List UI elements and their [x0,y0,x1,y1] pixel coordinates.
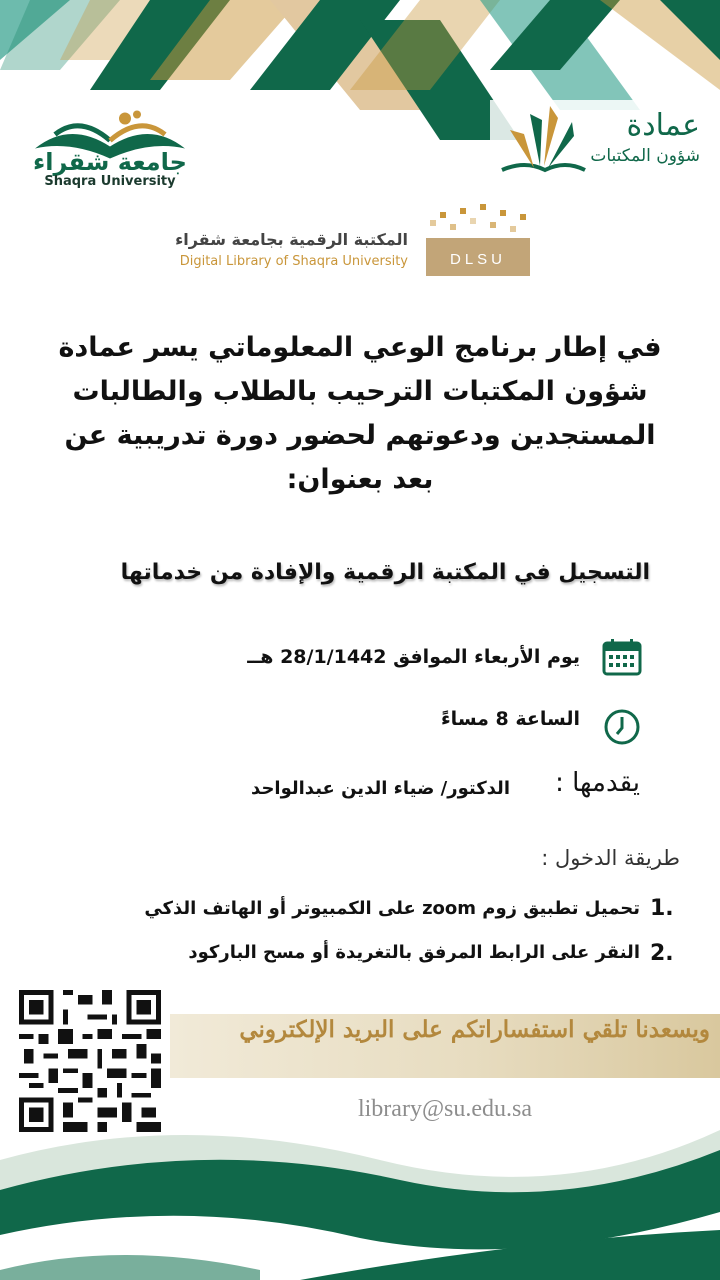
clock-icon [603,708,641,746]
intro-text: في إطار برنامج الوعي المعلوماتي يسر عمادة شؤون المكتبات الترحيب بالطلاب والطالبات المستجدين ودعوتهم لحضور دورة تدريبية عن بعد بعنوان: [58,332,662,495]
step-number: 2. [650,941,674,966]
access-method-title: طريقة الدخول : [541,846,680,870]
qr-code-icon[interactable] [10,990,170,1132]
deanship-subtitle: شؤون المكتبات [590,146,700,166]
university-name-ar: جامعة شقراء [33,148,187,176]
bottom-waves [0,1120,720,1280]
calendar-icon [602,638,642,676]
digital-library-name-ar: المكتبة الرقمية بجامعة شقراء [175,230,408,249]
event-time: الساعة 8 مساءً [440,708,580,730]
access-step-download-zoom: تحميل تطبيق زوم zoom على الكمبيوتر أو الهاتف الذكي [144,898,640,919]
dlsu-logo-icon [420,200,540,280]
presenter-name: الدكتور/ ضياء الدين عبدالواحد [251,778,510,799]
contact-email-link[interactable]: library@su.edu.sa [357,1096,533,1122]
digital-library-name-en: Digital Library of Shaqra University [179,254,408,269]
dlsu-abbr: DLSU [449,251,507,268]
deanship-title: عمادة [626,108,700,143]
course-title: التسجيل في المكتبة الرقمية والإفادة من خدماتها [120,560,650,585]
event-date: يوم الأربعاء الموافق 28/1/1442 هــ [247,646,580,668]
presenter-label: يقدمها : [555,768,640,798]
access-step-click-link: النقر على الرابط المرفق بالتغريدة أو مسح الباركود [188,942,640,963]
university-name-en: Shaqra University [44,174,176,189]
contact-banner-text: ويسعدنا تلقي استفساراتكم على البريد الإلكتروني [239,1016,710,1043]
step-number: 1. [650,896,674,921]
